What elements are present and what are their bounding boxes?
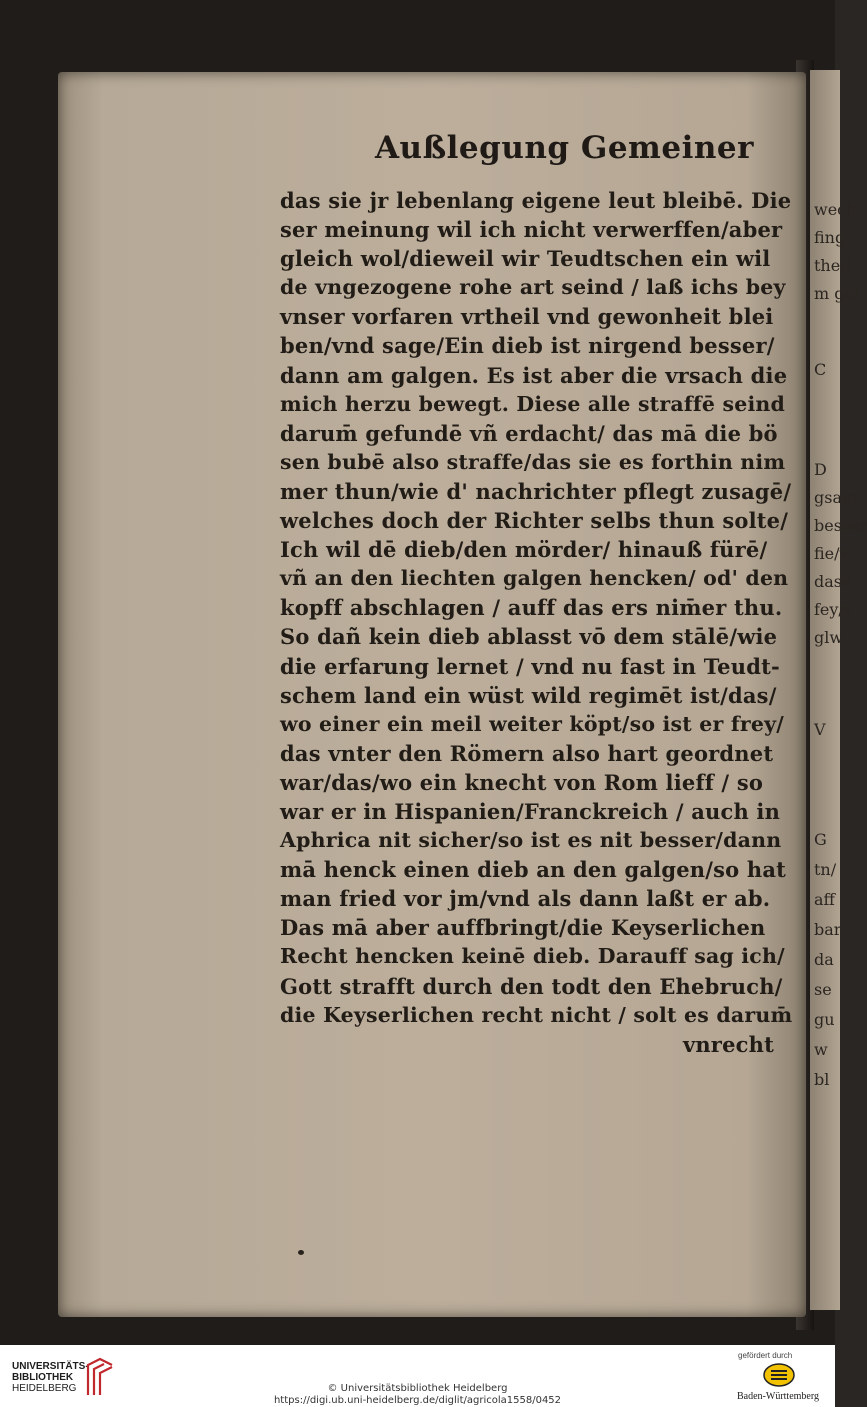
facing-page-fragment: fing	[814, 228, 846, 247]
text-line: vnser vorfaren vrtheil vnd gewonheit blei	[280, 304, 774, 330]
library-name-line2: BIBLIOTHEK	[12, 1372, 74, 1383]
funded-by-label: gefördert durch	[738, 1351, 793, 1360]
text-line: ben/vnd sage/Ein dieb ist nirgend besser/	[280, 333, 775, 359]
text-line: war/das/wo ein knecht von Rom lieff / so	[280, 769, 764, 795]
library-name-line3: HEIDELBERG	[12, 1383, 77, 1394]
facing-page-fragment: gu	[814, 1010, 835, 1029]
text-line: vñ an den liechten galgen hencken/ od' den	[280, 566, 789, 591]
facing-page-fragment: w	[814, 1040, 828, 1059]
facing-page-fragment: C	[814, 360, 827, 379]
facing-page-fragment: theil	[814, 256, 851, 275]
ink-speck	[298, 1250, 304, 1255]
facing-page-fragment: D	[814, 460, 827, 479]
facing-page-fragment: V	[814, 720, 826, 739]
text-line: de vngezogene rohe art seind / laß ichs bey	[280, 275, 786, 300]
funder-name: Baden-Württemberg	[737, 1391, 820, 1402]
running-header: Außlegung Gemeiner	[375, 130, 754, 166]
text-line: Aphrica nit sicher/so ist es nit besser/dann	[280, 828, 782, 853]
facing-page-fragment: wech	[814, 200, 857, 219]
footer	[0, 1345, 835, 1407]
text-line: Recht hencken keinē dieb. Darauff sag ich/	[280, 944, 785, 969]
text-line: mich herzu bewegt. Diese alle straffē seind	[280, 391, 786, 416]
text-line: darum̄ gefundē vñ erdacht/ das mā die bö	[280, 420, 778, 446]
text-line: das vnter den Römern also hart geordnet	[280, 740, 774, 766]
text-line: die Keyserlichen recht nicht / solt es darum̄	[280, 1002, 793, 1027]
facing-page-fragment: besser	[814, 516, 867, 535]
facing-page-fragment: bl	[814, 1070, 830, 1089]
text-line: die erfarung lernet / vnd nu fast in Teudt-	[280, 653, 780, 679]
text-line: das sie jr lebenlang eigene leut bleibē. Die	[280, 188, 792, 213]
text-line: gleich wol/dieweil wir Teudtschen ein wil	[280, 246, 771, 272]
facing-page-edge	[810, 70, 867, 1310]
text-block	[280, 186, 793, 1059]
facing-page-fragment: tn/	[814, 860, 837, 879]
text-line: sen bubē also straffe/das sie es forthin nim	[280, 449, 786, 474]
text-line: mer thun/wie d' nachrichter pflegt zusagē/	[280, 478, 792, 504]
facing-page-fragment: fie/v	[814, 544, 849, 563]
facing-page-fragment: aff	[814, 890, 835, 909]
text-line: war er in Hispanien/Franckreich / auch in	[280, 798, 781, 824]
text-line: man fried vor jm/vnd als dann laßt er ab.	[280, 886, 771, 912]
facing-page-fragment: G	[814, 830, 827, 849]
text-line: welches doch der Richter selbs thun solte/	[280, 508, 789, 534]
text-line: schem land ein wüst wild regimēt ist/das/	[280, 682, 777, 708]
facing-page-fragment: gsam	[814, 488, 858, 507]
facing-page-fragment: se	[814, 980, 832, 999]
text-line: Gott strafft durch den todt den Ehebruch/	[280, 973, 783, 999]
text-line: ser meinung wil ich nicht verwerffen/aber	[280, 217, 783, 243]
text-line: Das mā aber auffbringt/die Keyserlichen	[280, 915, 766, 941]
facing-page-fragment: da	[814, 950, 834, 969]
facing-page-fragment: fey/v	[814, 600, 853, 619]
text-line: So dañ kein dieb ablasst vō dem stālē/wie	[280, 624, 778, 650]
text-line: dann am galgen. Es ist aber die vrsach die	[280, 362, 788, 388]
copyright-notice: © Universitätsbibliothek Heidelberg	[327, 1383, 508, 1394]
facing-page-fragment: dase	[814, 572, 852, 591]
catchword: vnrecht	[682, 1031, 774, 1057]
text-line: Ich wil dē dieb/den mörder/ hinauß fürē/	[280, 537, 768, 563]
text-line: mā henck einen dieb an den galgen/so hat	[280, 857, 787, 883]
facing-page-fragment: bar	[814, 920, 842, 939]
facing-page-fragment: glw	[814, 628, 844, 647]
library-name-line1: UNIVERSITÄTS-	[12, 1361, 89, 1372]
facing-page-fragment: m gal	[814, 284, 860, 303]
text-line: wo einer ein meil weiter köpt/so ist er frey/	[280, 711, 784, 736]
permalink-url[interactable]: https://digi.ub.uni-heidelberg.de/diglit/agricola1558/0452	[273, 1395, 562, 1406]
text-line: kopff abschlagen / auff das ers nim̄er thu.	[280, 595, 783, 621]
baden-wuerttemberg-crest-icon[interactable]	[762, 1362, 796, 1388]
